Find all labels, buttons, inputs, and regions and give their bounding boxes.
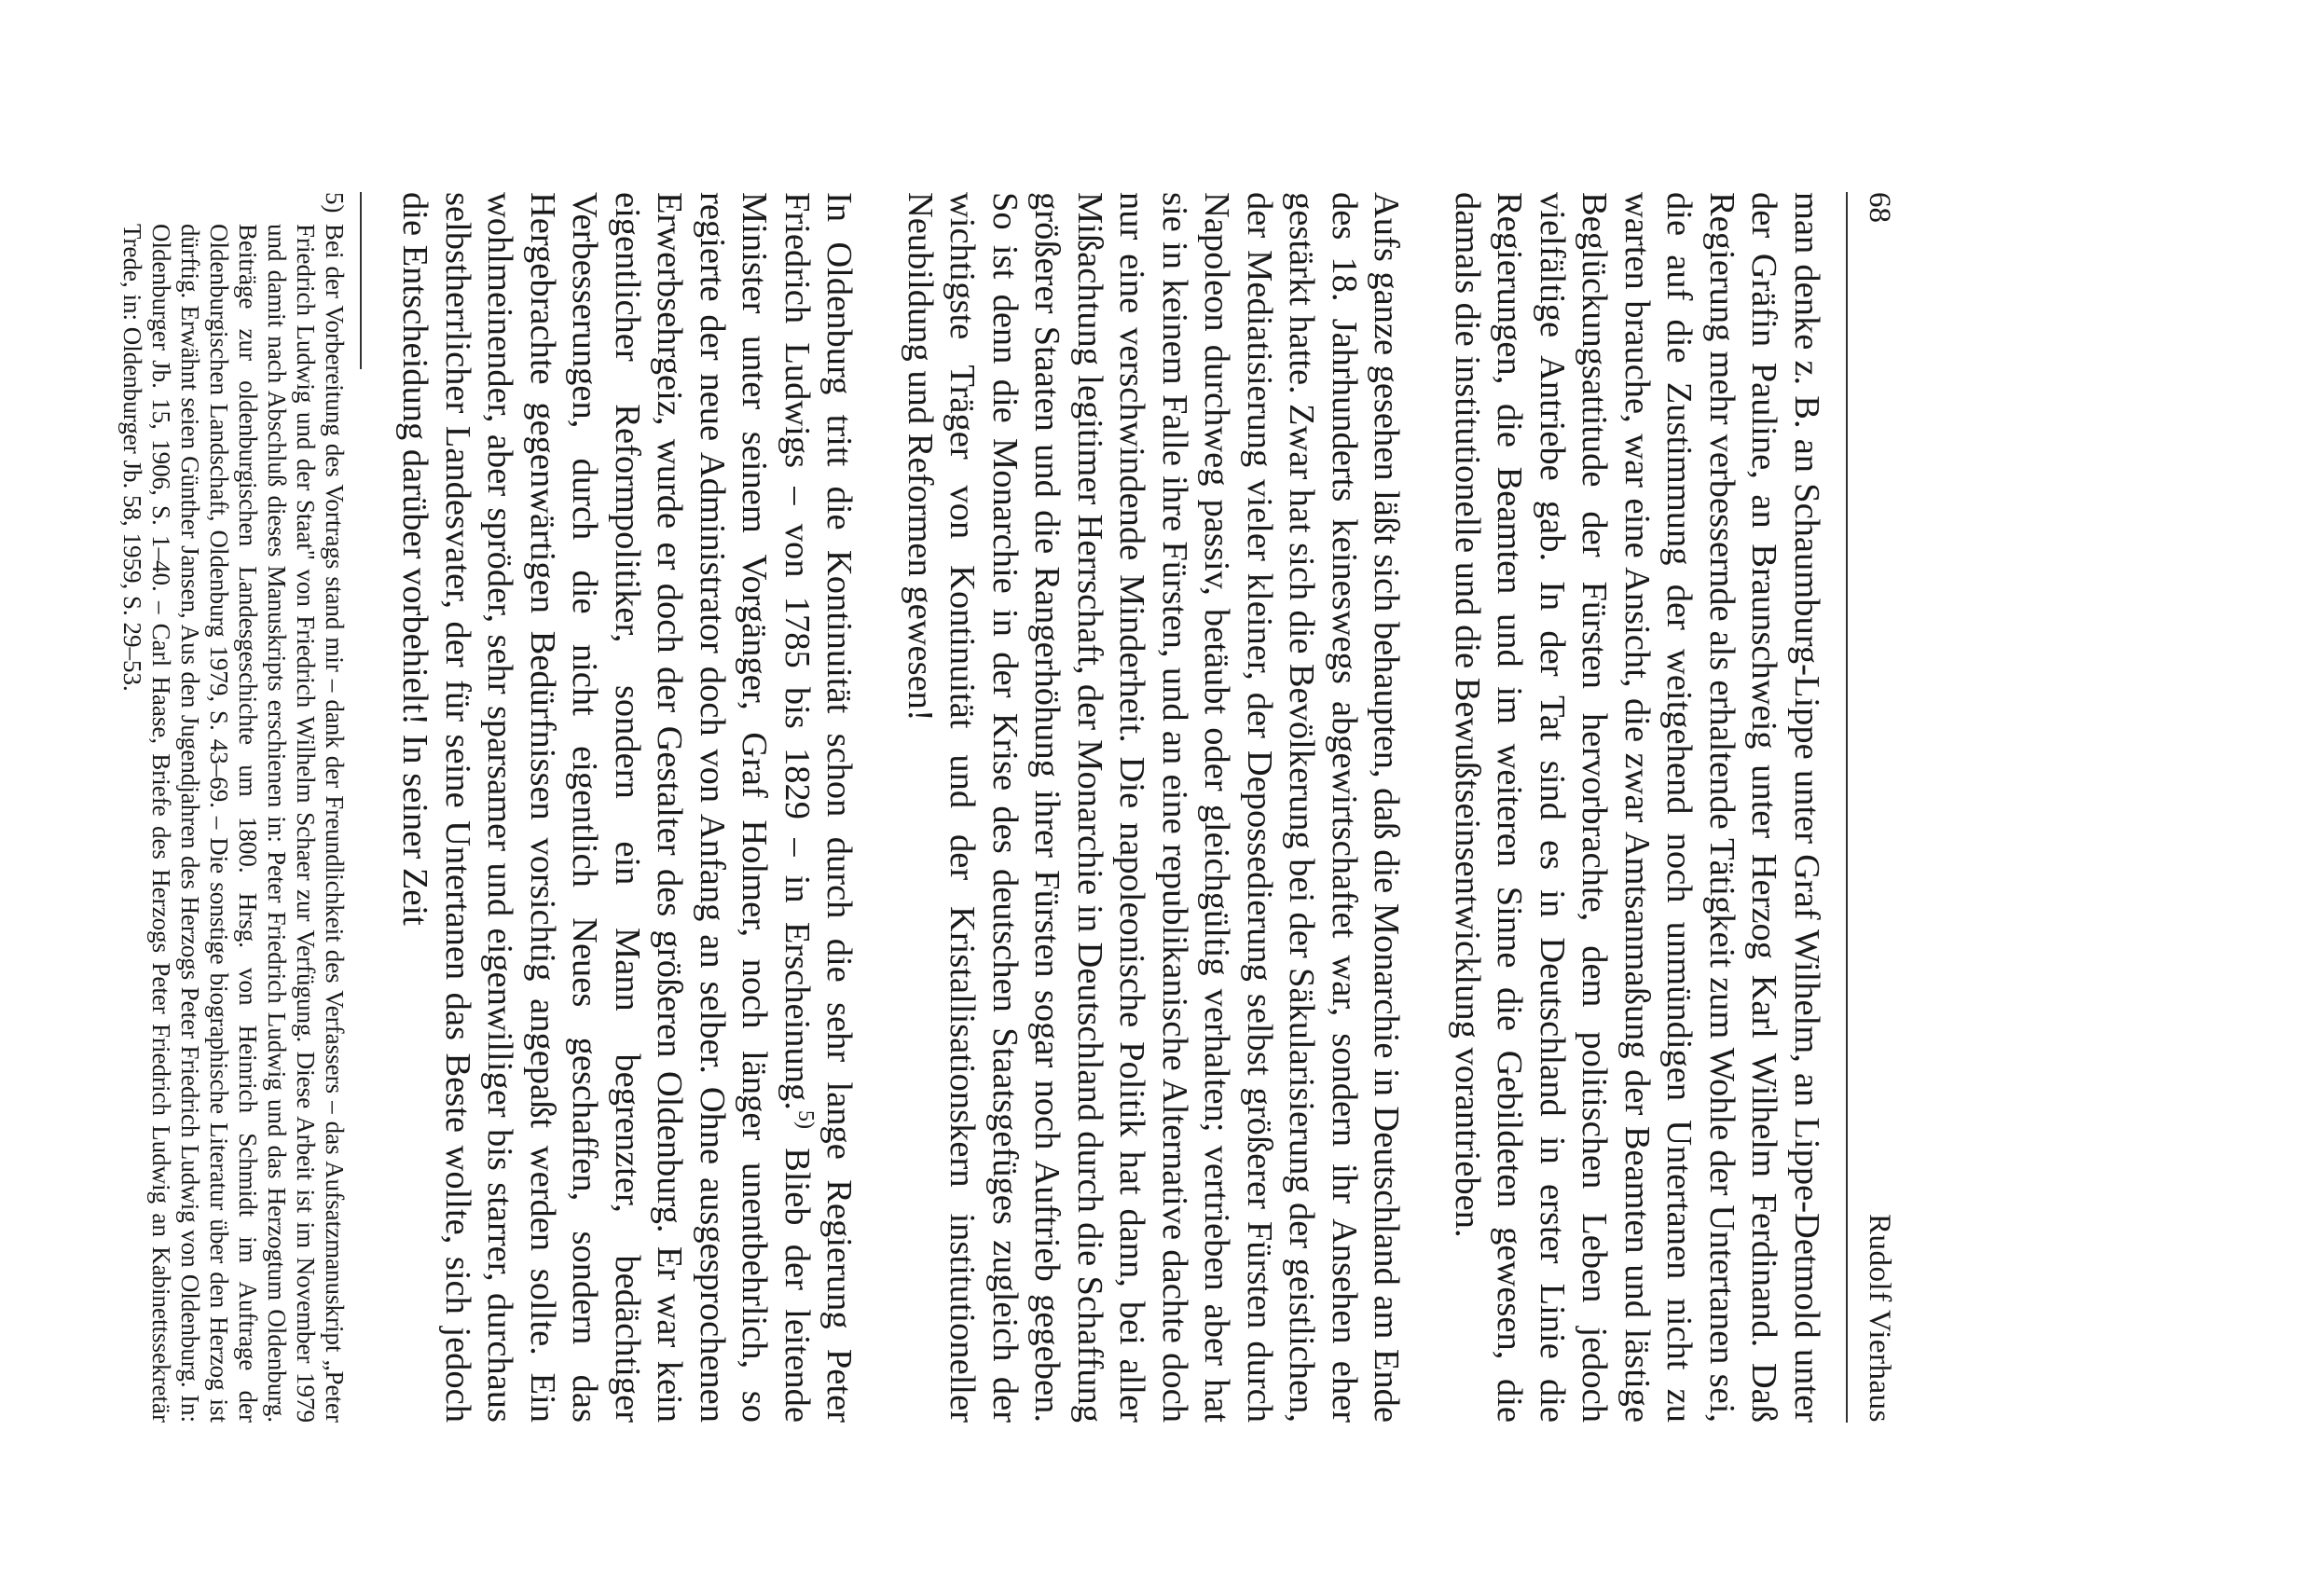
running-head <box>1846 192 1896 1423</box>
running-head-author: Rudolf Vierhaus <box>1863 1214 1896 1423</box>
paragraph-3-part-1: In Oldenburg tritt die Kontinuität schon durch die sehr lange Regierung Peter Friedrich Ludwigs – von 1785 bis 1829 – in Erscheinung. <box>778 192 860 1423</box>
rotated-book-page <box>118 80 1930 1516</box>
footnote-marker: 5) <box>321 192 349 213</box>
paragraph-3 <box>393 192 860 1423</box>
footnote-text: Bei der Vorbereitung des Vortrags stand mir – dank der Freundlichkeit des Verfassers – das Aufsatzmanuskript „Peter Friedrich Ludwig und der Staat" von Friedrich Wilhelm Schaer zur Verfügung. Diese Arbeit ist im November 1979 und damit nach Abschluß dieses Manuskripts erschienen in: Peter Friedrich Ludwig und das Herzogtum Oldenburg. Beiträge zur oldenburgischen Landesgeschichte um 1800. Hrsg. von Heinrich Schmidt im Auftrage der Oldenburgischen Landschaft, Oldenburg 1979, S. 43–69. – Die sonstige biographische Literatur über den Herzog ist dürftig. Erwähnt seien Günther Jansen, Aus den Jugendjahren des Herzogs Peter Friedrich Ludwig von Oldenburg. In: Oldenburger Jb. 15, 1906, S. 1–40. – Carl Haase, Briefe des Herzogs Peter Friedrich Ludwig an Kabinettssekretär Trede, in: Oldenburger Jb. 58, 1959, S. 29–53. <box>118 224 349 1423</box>
footnote-reference: 5) <box>792 1109 818 1129</box>
footnote-divider <box>360 192 362 369</box>
paragraph-1: man denke z. B. an Schaumburg-Lippe unter Graf Wilhelm, an Lippe-Detmold unter der Gräfin Pauline, an Braunschweig unter Herzog Karl Wilhelm Ferdinand. Daß Regierung mehr verbessernde als erhaltende Tätigkeit zum Wohle der Untertanen sei, die auf die Zustimmung der weitgehend noch unmündigen Untertanen nicht zu warten brauche, war eine Ansicht, die zwar Amtsanmaßung der Beamten und lästige Beglückungsattitude der Fürsten hervorbrachte, dem politischen Leben jedoch vielfältige Antriebe gab. In der Tat sind es in Deutschland in erster Linie die Regierungen, die Beamten und im weiteren Sinne die Gebildeten gewesen, die damals die institutionelle und die Bewußtseinsentwicklung vorantrieben. <box>1448 192 1826 1423</box>
footnote <box>117 192 349 1423</box>
body-text <box>393 192 1827 1423</box>
paragraph-3-part-2: Blieb der leitende Minister unter seinem Vorgänger, Graf Holmer, noch länger unentbehrlich, so regierte der neue Administrator doch von Anfang an selber. Ohne ausgesprochenen Erwerbsehrgeiz, wurde er doch der Gestalter des größeren Oldenburg. Er war kein eigentlicher Reformpolitiker, sondern ein Mann begrenzter, bedächtiger Verbesserungen, durch die nicht eigentlich Neues geschaffen, sondern das Hergebrachte gegenwärtigen Bedürfnissen vorsichtig angepaßt werden sollte. Ein wohlmeinender, aber spröder, sehr sparsamer und eigenwilliger bis starrer, durchaus selbstherrlicher Landesvater, der für seine Untertanen das Beste wollte, sich jedoch die Entscheidung darüber vorbehielt! In seiner Zeit <box>395 192 817 1423</box>
paragraph-2: Aufs ganze gesehen läßt sich behaupten, daß die Monarchie in Deutschland am Ende des 18. Jahrhunderts keineswegs abgewirtschaftet war, sondern ihr Ansehen eher gestärkt hatte. Zwar hat sich die Bevölkerung bei der Säkularisierung der geistlichen, der Mediatisierung vieler kleiner, der Depossedierung selbst größerer Fürsten durch Napoleon durchweg passiv, betäubt oder gleichgültig verhalten; vertrieben aber hat sie in keinem Falle ihre Fürsten, und an eine republikanische Alternative dachte doch nur eine verschwindende Minderheit. Die napoleonische Politik hat dann, bei aller Mißachtung legitimer Herrschaft, der Monarchie in Deutschland durch die Schaffung größerer Staaten und die Rangerhöhung ihrer Fürsten sogar noch Auftrieb gegeben. So ist denn die Monarchie in der Krise des deutschen Staatsgefüges zugleich der wichtigste Träger von Kontinuität und der Kristallisationskern institutioneller Neubildung und Reformen gewesen! <box>901 192 1407 1423</box>
page-number: 68 <box>1863 192 1896 223</box>
